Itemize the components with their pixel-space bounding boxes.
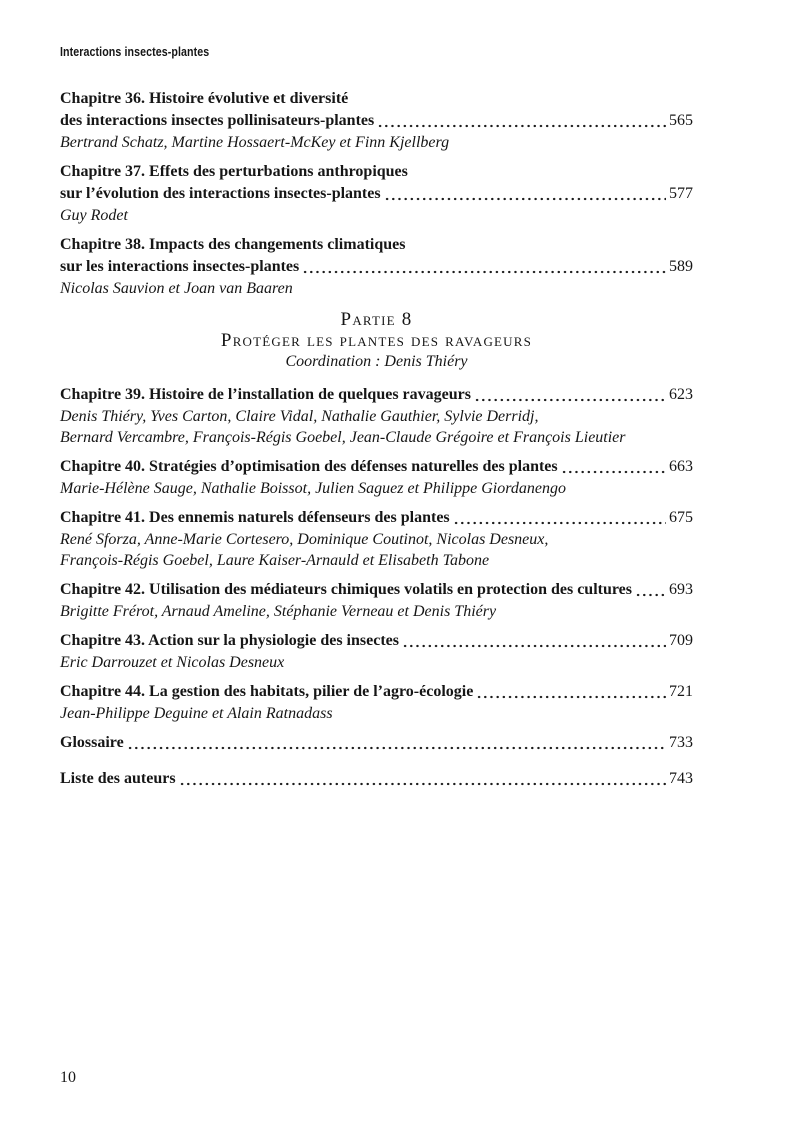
entry-title-row bbox=[60, 579, 693, 601]
entry-title-line: Chapitre 43. Action sur la physiologie des insectes bbox=[60, 632, 399, 649]
entry-title-row bbox=[60, 732, 693, 754]
entry-title bbox=[60, 507, 693, 529]
page-number-ref: 565 bbox=[669, 112, 693, 129]
entry-title bbox=[60, 732, 693, 754]
entry-authors-line: Bernard Vercambre, François-Régis Goebel, Jean-Claude Grégoire et François Lieutier bbox=[60, 429, 626, 446]
entry-authors-line: Marie-Hélène Sauge, Nathalie Boissot, Julien Saguez et Philippe Giordanengo bbox=[60, 480, 566, 497]
entry-title-row bbox=[60, 768, 693, 790]
chapter-entry bbox=[60, 234, 693, 299]
page-number-ref: 733 bbox=[669, 734, 693, 751]
entry-title-row bbox=[60, 630, 693, 652]
part-heading bbox=[60, 309, 693, 372]
entry-title-line: sur l’évolution des interactions insectes-plantes bbox=[60, 185, 381, 202]
toc-list bbox=[60, 88, 693, 804]
chapter-entry bbox=[60, 630, 693, 673]
page-number-folio: 10 bbox=[60, 1069, 76, 1086]
entry-title-line: Chapitre 40. Stratégies d’optimisation des défenses naturelles des plantes bbox=[60, 458, 558, 475]
entry-title-row bbox=[60, 384, 693, 406]
entry-authors-line: Brigitte Frérot, Arnaud Ameline, Stéphanie Verneau et Denis Thiéry bbox=[60, 603, 497, 620]
page-number-ref: 663 bbox=[669, 458, 693, 475]
entry-title-line: Liste des auteurs bbox=[60, 770, 176, 787]
dot-leader bbox=[635, 593, 666, 597]
page-number-ref: 693 bbox=[669, 581, 693, 598]
entry-title bbox=[60, 234, 693, 278]
part-label: Partie 8 bbox=[340, 309, 413, 330]
backmatter-entry bbox=[60, 768, 693, 790]
part-title: Protéger les plantes des ravageurs bbox=[220, 330, 533, 351]
page-number-ref: 709 bbox=[669, 632, 693, 649]
running-header: Interactions insectes-plantes bbox=[60, 44, 210, 59]
chapter-entry bbox=[60, 456, 693, 499]
entry-title bbox=[60, 768, 693, 790]
entry-title-line: Chapitre 37. Effets des perturbations anthropiques bbox=[60, 163, 408, 180]
dot-leader bbox=[453, 521, 666, 525]
dot-leader bbox=[384, 197, 666, 201]
dot-leader bbox=[179, 782, 666, 786]
dot-leader bbox=[302, 270, 666, 274]
dot-leader bbox=[476, 695, 666, 699]
part-coordination: Coordination : Denis Thiéry bbox=[285, 353, 468, 370]
page-number-ref: 623 bbox=[669, 386, 693, 403]
entry-authors-line: Denis Thiéry, Yves Carton, Claire Vidal, Nathalie Gauthier, Sylvie Derridj, bbox=[60, 408, 539, 425]
dot-leader bbox=[127, 746, 666, 750]
page-number-ref: 743 bbox=[669, 770, 693, 787]
entry-title-line: Chapitre 36. Histoire évolutive et diversité bbox=[60, 90, 349, 107]
chapter-entry bbox=[60, 579, 693, 622]
dot-leader bbox=[377, 124, 666, 128]
entry-title-row bbox=[60, 456, 693, 478]
entry-title bbox=[60, 456, 693, 478]
dot-leader bbox=[561, 470, 666, 474]
dot-leader bbox=[402, 644, 666, 648]
entry-authors-line: Guy Rodet bbox=[60, 207, 128, 224]
backmatter-entry bbox=[60, 732, 693, 754]
entry-title-line: Chapitre 42. Utilisation des médiateurs chimiques volatils en protection des cultures bbox=[60, 581, 632, 598]
chapter-entry bbox=[60, 88, 693, 153]
entry-authors-line: François-Régis Goebel, Laure Kaiser-Arnauld et Elisabeth Tabone bbox=[60, 552, 490, 569]
entry-title-line: Glossaire bbox=[60, 734, 124, 751]
entry-title-line: Chapitre 44. La gestion des habitats, pilier de l’agro-écologie bbox=[60, 683, 474, 700]
page-number-ref: 675 bbox=[669, 509, 693, 526]
dot-leader bbox=[474, 398, 666, 402]
entry-title-row bbox=[60, 183, 693, 205]
entry-authors-line: Jean-Philippe Deguine et Alain Ratnadass bbox=[60, 705, 333, 722]
entry-title-line: sur les interactions insectes-plantes bbox=[60, 258, 300, 275]
entry-title bbox=[60, 630, 693, 652]
entry-title bbox=[60, 681, 693, 703]
entry-title bbox=[60, 161, 693, 205]
chapter-entry bbox=[60, 384, 693, 448]
entry-title-row bbox=[60, 681, 693, 703]
entry-authors-line: Eric Darrouzet et Nicolas Desneux bbox=[60, 654, 285, 671]
entry-authors-line: Bertrand Schatz, Martine Hossaert-McKey et Finn Kjellberg bbox=[60, 134, 450, 151]
entry-title-line: Chapitre 41. Des ennemis naturels défenseurs des plantes bbox=[60, 509, 450, 526]
chapter-entry bbox=[60, 681, 693, 724]
entry-authors-line: René Sforza, Anne-Marie Cortesero, Dominique Coutinot, Nicolas Desneux, bbox=[60, 531, 549, 548]
entry-title-row bbox=[60, 256, 693, 278]
page-number-ref: 577 bbox=[669, 185, 693, 202]
entry-title-line: Chapitre 38. Impacts des changements climatiques bbox=[60, 236, 406, 253]
entry-title-line: Chapitre 39. Histoire de l’installation de quelques ravageurs bbox=[60, 386, 471, 403]
entry-title-row bbox=[60, 110, 693, 132]
page-number-ref: 589 bbox=[669, 258, 693, 275]
entry-authors-line: Nicolas Sauvion et Joan van Baaren bbox=[60, 280, 293, 297]
entry-title bbox=[60, 384, 693, 406]
entry-title-line: des interactions insectes pollinisateurs-plantes bbox=[60, 112, 375, 129]
chapter-entry bbox=[60, 161, 693, 226]
entry-title bbox=[60, 579, 693, 601]
chapter-entry bbox=[60, 507, 693, 571]
page-number-ref: 721 bbox=[669, 683, 693, 700]
entry-title-row bbox=[60, 507, 693, 529]
entry-title bbox=[60, 88, 693, 132]
